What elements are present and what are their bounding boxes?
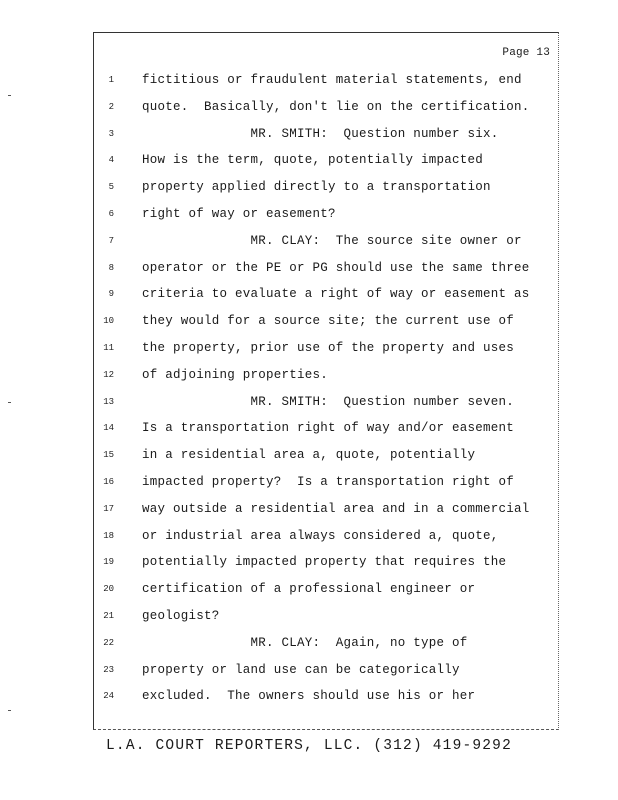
transcript-line: operator or the PE or PG should use the same three xyxy=(142,260,530,275)
transcript-line: geologist? xyxy=(142,609,220,623)
line-number: 10 xyxy=(103,316,114,327)
line-number: 7 xyxy=(108,235,114,246)
transcript-line: way outside a residential area and in a commercial xyxy=(142,501,530,516)
transcript-line: MR. SMITH: Question number six. xyxy=(142,126,499,141)
line-number: 5 xyxy=(108,182,114,193)
line-number: 1 xyxy=(108,75,114,85)
transcript-line: property applied directly to a transportation xyxy=(142,180,491,195)
footer-reporter-info: L.A. COURT REPORTERS, LLC. (312) 419-9292 xyxy=(106,738,512,754)
transcript-line: property or land use can be categorically xyxy=(142,662,460,677)
line-number: 2 xyxy=(108,101,114,112)
transcript-line: certification of a professional engineer or xyxy=(142,582,476,597)
transcript-line: in a residential area a, quote, potentially xyxy=(142,448,476,463)
transcript-page xyxy=(93,32,559,730)
line-number: 19 xyxy=(103,557,114,568)
transcript-line: fictitious or fraudulent material statements, end xyxy=(142,73,522,87)
line-number: 13 xyxy=(103,396,114,407)
transcript-line: right of way or easement? xyxy=(142,207,336,221)
transcript-line: or industrial area always considered a, quote, xyxy=(142,528,499,543)
line-number: 9 xyxy=(108,289,114,300)
transcript-line: Is a transportation right of way and/or easement xyxy=(142,421,515,436)
transcript-line: of adjoining properties. xyxy=(142,367,329,382)
transcript-line: MR. SMITH: Question number seven. xyxy=(142,394,515,409)
line-number: 21 xyxy=(103,611,114,621)
line-number: 4 xyxy=(108,155,114,166)
line-number: 16 xyxy=(103,477,114,487)
line-number: 20 xyxy=(103,584,114,595)
line-number: 3 xyxy=(108,128,114,139)
page-number: Page 13 xyxy=(502,47,550,59)
line-number: 14 xyxy=(103,423,114,434)
transcript-line: the property, prior use of the property and uses xyxy=(142,341,515,355)
transcript-line: they would for a source site; the current use of xyxy=(142,314,515,329)
line-number: 17 xyxy=(103,503,114,514)
transcript-line: excluded. The owners should use his or her xyxy=(142,689,476,704)
line-number: 22 xyxy=(103,637,114,648)
line-number: 23 xyxy=(103,664,114,675)
transcript-line: quote. Basically, don't lie on the certification. xyxy=(142,99,530,114)
line-number: 18 xyxy=(103,530,114,541)
transcript-line: potentially impacted property that requires the xyxy=(142,555,507,570)
transcript-line: criteria to evaluate a right of way or easement as xyxy=(142,287,530,302)
transcript-line: impacted property? Is a transportation right of xyxy=(142,475,515,489)
line-number: 8 xyxy=(108,262,114,273)
line-number: 6 xyxy=(108,209,114,219)
transcript-line: How is the term, quote, potentially impacted xyxy=(142,153,484,168)
transcript-line: MR. CLAY: The source site owner or xyxy=(142,233,522,248)
line-number: 15 xyxy=(103,450,114,461)
transcript-line: MR. CLAY: Again, no type of xyxy=(142,635,468,650)
line-number: 12 xyxy=(103,369,114,380)
line-number: 24 xyxy=(103,691,114,702)
line-number: 11 xyxy=(103,343,114,353)
